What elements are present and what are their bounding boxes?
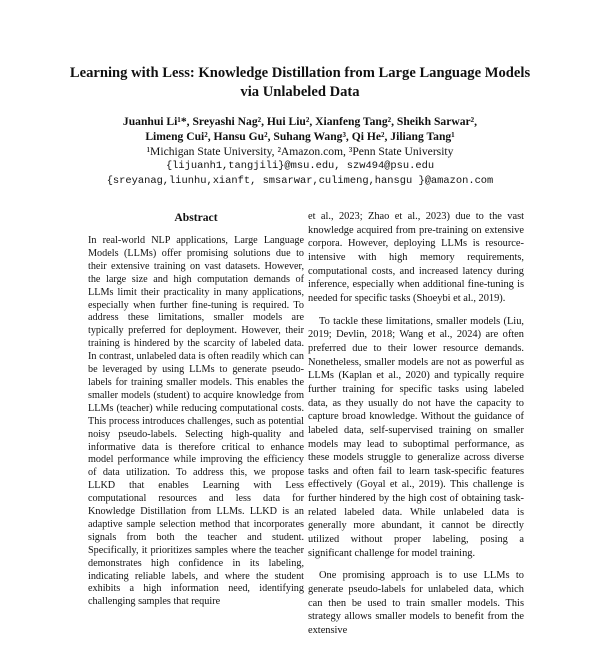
affiliations: ¹Michigan State University, ²Amazon.com, ³Penn State University <box>146 145 454 158</box>
title-line-2: via Unlabeled Data <box>240 84 360 100</box>
emails-line-2: {sreyanag,liunhu,xianft, smsarwar,culimeng,hansgu }@amazon.com <box>106 175 494 187</box>
authors-line-1: Juanhui Li¹*, Sreyashi Nag², Hui Liu², Xianfeng Tang², Sheikh Sarwar², <box>122 115 478 128</box>
emails-line-1: {lijuanh1,tangjili}@msu.edu, szw494@psu.edu <box>165 160 435 172</box>
body-paragraph-2: To tackle these limitations, smaller models (Liu, 2019; Devlin, 2018; Wang et al., 2024) are often preferred due to their lower resource demands. Nonetheless, smaller models are not as powerful as LLMs (Kaplan et al., 2020) and typically require further training for specific tasks using labeled data, as they usually do not have the capacity to capture broad knowledge. Without the guidance of labeled data, self-supervised training on smaller models may lead to suboptimal performance, as these models struggle to generalize across diverse tasks and often fail to learn task-specific features effectively (Goyal et al., 2019). This challenge is further hindered by the high cost of obtaining task-related labeled data. While unlabeled data is generally more abundant, it cannot be directly utilized without proper labeling, posing a significant challenge for model training. <box>308 315 524 559</box>
right-column <box>308 210 524 647</box>
title-line-1: Learning with Less: Knowledge Distillation from Large Language Models <box>69 65 531 81</box>
body-paragraph-1: et al., 2023; Zhao et al., 2023) due to the vast knowledge acquired from pre-training on extensive corpora. However, deploying LLMs is resource-intensive with high memory requirements, computational costs, and increased latency during inference, especially when additional fine-tuning is needed for specific tasks (Shoeybi et al., 2019). <box>308 211 524 304</box>
abstract-body: In real-world NLP applications, Large Language Models (LLMs) offer promising solutions due to their extensive training on vast datasets. However, the large size and high computation demands of LLMs limit their practicality in many applications, especially when further fine-tuning is required. To address these limitations, smaller models are typically preferred for deployment. However, their training is hindered by the scarcity of labeled data. In contrast, unlabeled data is often readily which can be leveraged by using LLMs to generate pseudo-labels for training smaller models. This enables the smaller models (student) to acquire knowledge from LLMs (teacher) while reducing computational costs. This process introduces challenges, such as potential noisy pseudo-labels. Selecting high-quality and informative data is therefore critical to enhance model performance while improving the efficiency of data utilization. To address this, we propose LLKD that enables Learning with Less computational resources and less data for Knowledge Distillation from LLMs. LLKD is an adaptive sample selection method that incorporates signals from both the teacher and student. Specifically, it prioritizes samples where the teacher demonstrates high confidence in its labeling, indicating reliable labels, and where the student exhibits a high information need, identifying challenging samples that require <box>88 235 304 608</box>
body-paragraph-3: One promising approach is to use LLMs to generate pseudo-labels for unlabeled data, which can then be used to train smaller models. This strategy allows smaller models to benefit from the extensive <box>308 570 524 637</box>
author-block <box>40 114 560 189</box>
authors-line-2: Limeng Cui², Hansu Gu², Suhang Wang³, Qi He², Jiliang Tang¹ <box>145 130 455 143</box>
paper-title <box>40 64 560 102</box>
abstract-heading: Abstract <box>174 211 218 224</box>
left-column <box>88 210 304 609</box>
